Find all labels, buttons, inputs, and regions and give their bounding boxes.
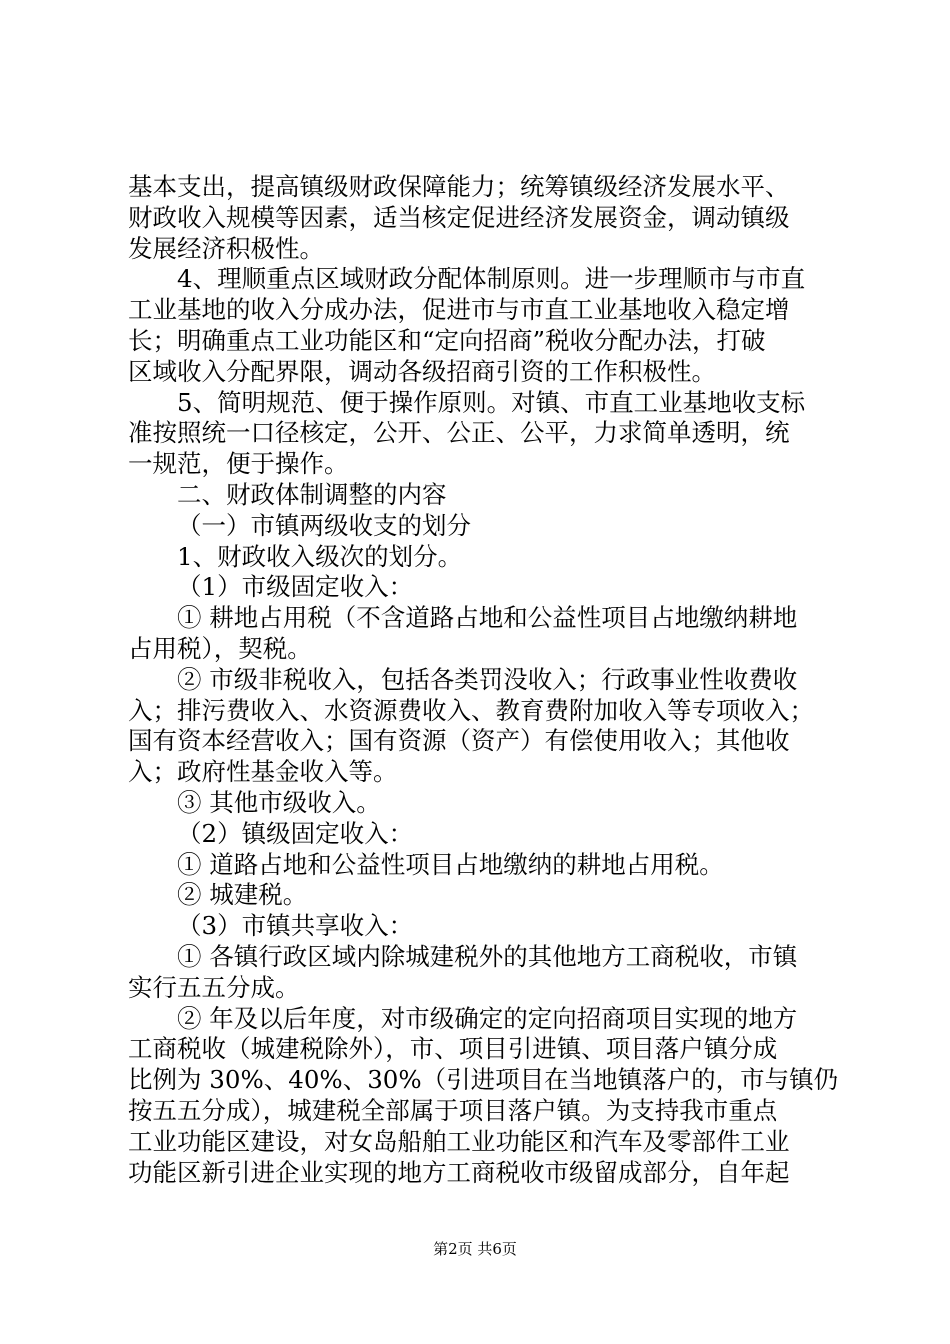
subsection-heading: （一）市镇两级收支的划分 xyxy=(177,510,471,540)
text-line: 5、简明规范、便于操作原则。对镇、市直工业基地收支标 xyxy=(177,387,806,417)
text-line: 工业基地的收入分成办法，促进市与市直工业基地收入稳定增 xyxy=(128,295,790,325)
text-line: 工商税收（城建税除外），市、项目引进镇、项目落户镇分成 xyxy=(128,1034,778,1064)
document-body xyxy=(128,172,838,1188)
text-line: 4、理顺重点区域财政分配体制原则。进一步理顺市与市直 xyxy=(177,264,806,294)
text-line: ① 道路占地和公益性项目占地缴纳的耕地占用税。 xyxy=(177,849,724,879)
text-line: 功能区新引进企业实现的地方工商税收市级留成部分，自年起 xyxy=(128,1157,790,1187)
text-line: 一规范，便于操作。 xyxy=(128,449,349,479)
text-line: 长；明确重点工业功能区和“定向招商”税收分配办法，打破 xyxy=(128,325,766,355)
text-line: ③ 其他市级收入。 xyxy=(177,787,381,817)
text-line: 占用税），契税。 xyxy=(128,633,312,663)
text-line: 基本支出，提高镇级财政保障能力；统筹镇级经济发展水平、 xyxy=(128,172,790,201)
page-number-footer: 第2页 共6页 xyxy=(433,1240,517,1258)
text-line: 准按照统一口径核定，公开、公正、公平，力求简单透明，统 xyxy=(128,418,790,448)
text-line: 财政收入规模等因素，适当核定促进经济发展资金，调动镇级 xyxy=(128,202,790,232)
text-line: ① 耕地占用税（不含道路占地和公益性项目占地缴纳耕地 xyxy=(177,603,798,633)
text-line: （1）市级固定收入： xyxy=(177,572,414,602)
text-line: ② 市级非税收入，包括各类罚没收入；行政事业性收费收 xyxy=(177,664,798,694)
text-line: 1、财政收入级次的划分。 xyxy=(177,541,463,571)
text-line: （3）市镇共享收入： xyxy=(177,911,414,941)
text-line: 国有资本经营收入；国有资源（资产）有偿使用收入；其他收 xyxy=(128,726,790,756)
text-line: ② 年及以后年度，对市级确定的定向招商项目实现的地方 xyxy=(177,1003,798,1033)
section-heading: 二、财政体制调整的内容 xyxy=(177,479,447,509)
text-line: 入；政府性基金收入等。 xyxy=(128,757,398,787)
text-line: 工业功能区建设，对女岛船舶工业功能区和汽车及零部件工业 xyxy=(128,1126,790,1156)
text-line: ① 各镇行政区域内除城建税外的其他地方工商税收，市镇 xyxy=(177,941,798,971)
text-line: 入；排污费收入、水资源费收入、教育费附加收入等专项收入； xyxy=(128,695,814,725)
text-line: ② 城建税。 xyxy=(177,880,308,910)
text-line: 按五五分成），城建税全部属于项目落户镇。为支持我市重点 xyxy=(128,1095,778,1125)
text-line: （2）镇级固定收入： xyxy=(177,818,414,848)
text-line: 实行五五分成。 xyxy=(128,972,300,1002)
text-line: 发展经济积极性。 xyxy=(128,233,324,263)
text-line: 比例为 30%、40%、30%（引进项目在当地镇落户的，市与镇仍 xyxy=(128,1065,838,1095)
text-line: 区域收入分配界限，调动各级招商引资的工作积极性。 xyxy=(128,356,716,386)
